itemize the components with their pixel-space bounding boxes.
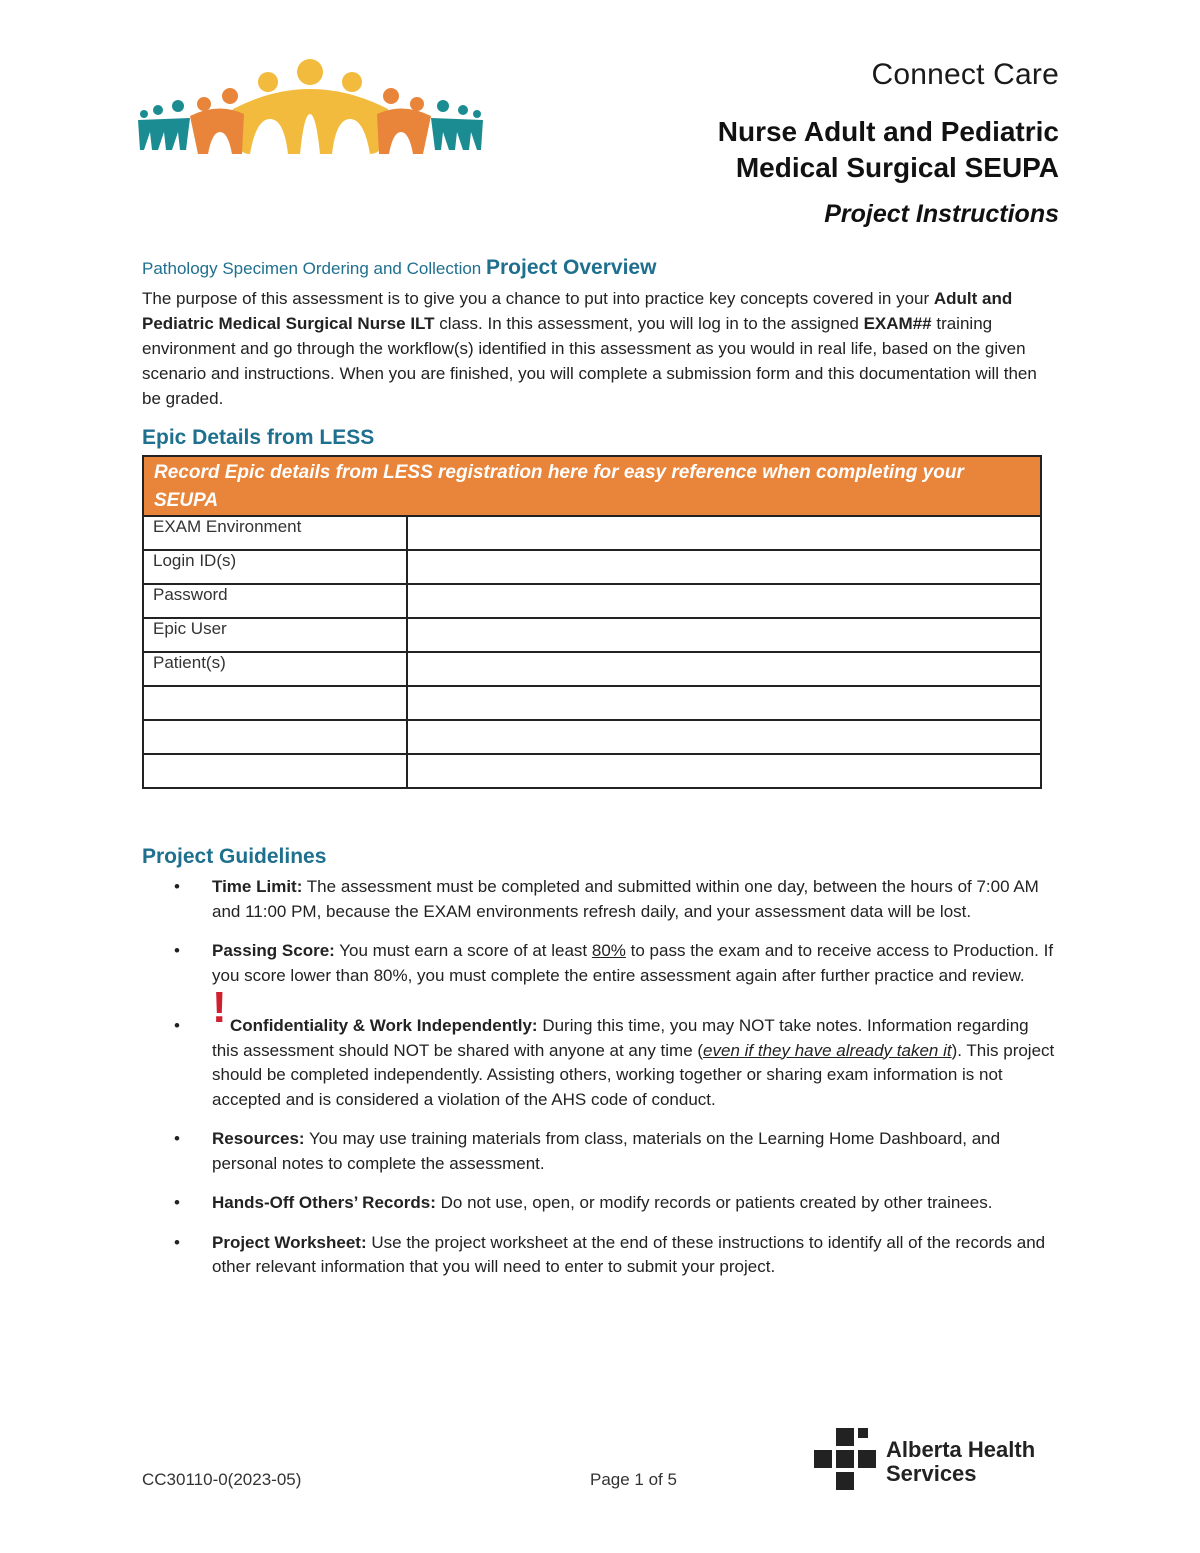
ahs-line-2: Services	[886, 1461, 977, 1486]
list-item	[142, 983, 1057, 1112]
table-row	[143, 686, 1041, 720]
document-subtitle: Project Instructions	[824, 200, 1059, 228]
table-row	[143, 754, 1041, 788]
row-label: Epic User	[143, 618, 407, 652]
exclamation-icon: !	[212, 983, 227, 1032]
bullet-icon: •	[174, 1232, 180, 1252]
ahs-wordmark	[886, 1438, 1035, 1486]
table-row	[143, 516, 1041, 550]
bullet-icon: •	[174, 1016, 180, 1035]
table-row	[143, 720, 1041, 754]
table-header-row	[143, 456, 1041, 516]
bullet-icon: •	[174, 1193, 180, 1212]
connect-care-logo-icon	[138, 54, 483, 164]
document-code: CC30110-0(2023-05)	[142, 1470, 302, 1489]
passing-score-text-2: to pass the exam and to receive access to Production. If you score lower than 80%, you must complete the entire assessment again after further practice and review.	[212, 941, 1054, 985]
list-item	[142, 1191, 1057, 1216]
row-value-field[interactable]	[407, 720, 1041, 754]
overview-heading	[142, 256, 656, 280]
resources-text: You may use training materials from class, materials on the Learning Home Dashboard, and personal notes to complete the assessment.	[212, 1129, 1001, 1173]
row-label: Login ID(s)	[143, 550, 407, 584]
bullet-icon: •	[174, 941, 180, 960]
passing-score-text-1: You must earn a score of at least	[339, 941, 588, 960]
table-row	[143, 584, 1041, 618]
row-value-field[interactable]	[407, 754, 1041, 788]
confidentiality-text-2: ). This project should be completed independently. Assisting others, working together or sharing exam information is not accepted and is considered a violation of the AHS code of conduct.	[212, 1040, 1055, 1109]
row-value-field[interactable]	[407, 516, 1041, 550]
epic-details-heading: Epic Details from LESS	[142, 426, 375, 449]
overview-prefix: Pathology Specimen Ordering and Collection	[142, 259, 482, 278]
row-value-field[interactable]	[407, 686, 1041, 720]
epic-details-table	[142, 455, 1042, 789]
table-row	[143, 652, 1041, 686]
confidentiality-text-1: During this time, you may NOT take notes. Information regarding this assessment should NOT be shared with anyone at any time (	[212, 1016, 1029, 1060]
project-guidelines-heading: Project Guidelines	[142, 845, 327, 868]
time-limit-label: Time Limit:	[212, 877, 303, 896]
bullet-icon: •	[174, 1129, 180, 1148]
overview-text-1: The purpose of this assessment is to give you a chance to put into practice key concepts covered in your	[142, 289, 930, 308]
brand-name: Connect Care	[871, 58, 1059, 91]
hands-off-text: Do not use, open, or modify records or patients created by other trainees.	[440, 1193, 993, 1212]
row-value-field[interactable]	[407, 618, 1041, 652]
passing-score-percent: 80%	[591, 941, 626, 960]
list-item	[142, 939, 1057, 988]
list-item	[142, 1231, 1057, 1280]
row-value-field[interactable]	[407, 652, 1041, 686]
title-line-1: Nurse Adult and Pediatric	[717, 116, 1059, 147]
confidentiality-label: Confidentiality & Work Independently:	[230, 1016, 538, 1035]
list-item	[142, 1127, 1057, 1176]
document-header	[718, 58, 1059, 229]
page-number: Page 1 of 5	[590, 1470, 677, 1489]
overview-bold-course: Adult and Pediatric Medical Surgical Nurse ILT	[142, 289, 1013, 333]
overview-paragraph	[142, 286, 1057, 411]
confidentiality-emphasis: even if they have already taken it	[703, 1040, 952, 1060]
table-header-cell: Record Epic details from LESS registration here for easy reference when completing your SEUPA	[143, 456, 1041, 516]
ahs-line-1: Alberta Health	[886, 1437, 1036, 1462]
row-label: Patient(s)	[143, 652, 407, 686]
overview-title: Project Overview	[486, 256, 657, 279]
list-item	[142, 875, 1057, 924]
worksheet-label: Project Worksheet:	[212, 1232, 367, 1252]
overview-bold-exam: EXAM##	[863, 314, 932, 333]
table-row	[143, 550, 1041, 584]
row-label: EXAM Environment	[143, 516, 407, 550]
row-label[interactable]	[143, 720, 407, 754]
row-value-field[interactable]	[407, 550, 1041, 584]
passing-score-label: Passing Score:	[212, 941, 335, 960]
overview-text-2: class. In this assessment, you will log in to the assigned	[439, 314, 859, 333]
resources-label: Resources:	[212, 1129, 305, 1148]
worksheet-text: Use the project worksheet at the end of these instructions to identify all of the records and other relevant information that you will need to enter to submit your project.	[212, 1232, 1046, 1276]
row-value-field[interactable]	[407, 584, 1041, 618]
guidelines-list	[142, 875, 1057, 1295]
bullet-icon: •	[174, 877, 180, 896]
document-title	[718, 114, 1059, 186]
hands-off-label: Hands-Off Others’ Records:	[212, 1193, 436, 1212]
row-label: Password	[143, 584, 407, 618]
row-label[interactable]	[143, 754, 407, 788]
time-limit-text: The assessment must be completed and submitted within one day, between the hours of 7:00 AM and 11:00 PM, because the EXAM environments refresh daily, and your assessment data will be lost.	[212, 877, 1039, 921]
table-row	[143, 618, 1041, 652]
overview-text-3: training environment and go through the workflow(s) identified in this assessment as you would in real life, based on the given scenario and instructions. When you are finished, you will complete a submission form and this documentation will then be graded.	[142, 314, 1037, 408]
title-line-2: Medical Surgical SEUPA	[735, 152, 1059, 183]
row-label[interactable]	[143, 686, 407, 720]
